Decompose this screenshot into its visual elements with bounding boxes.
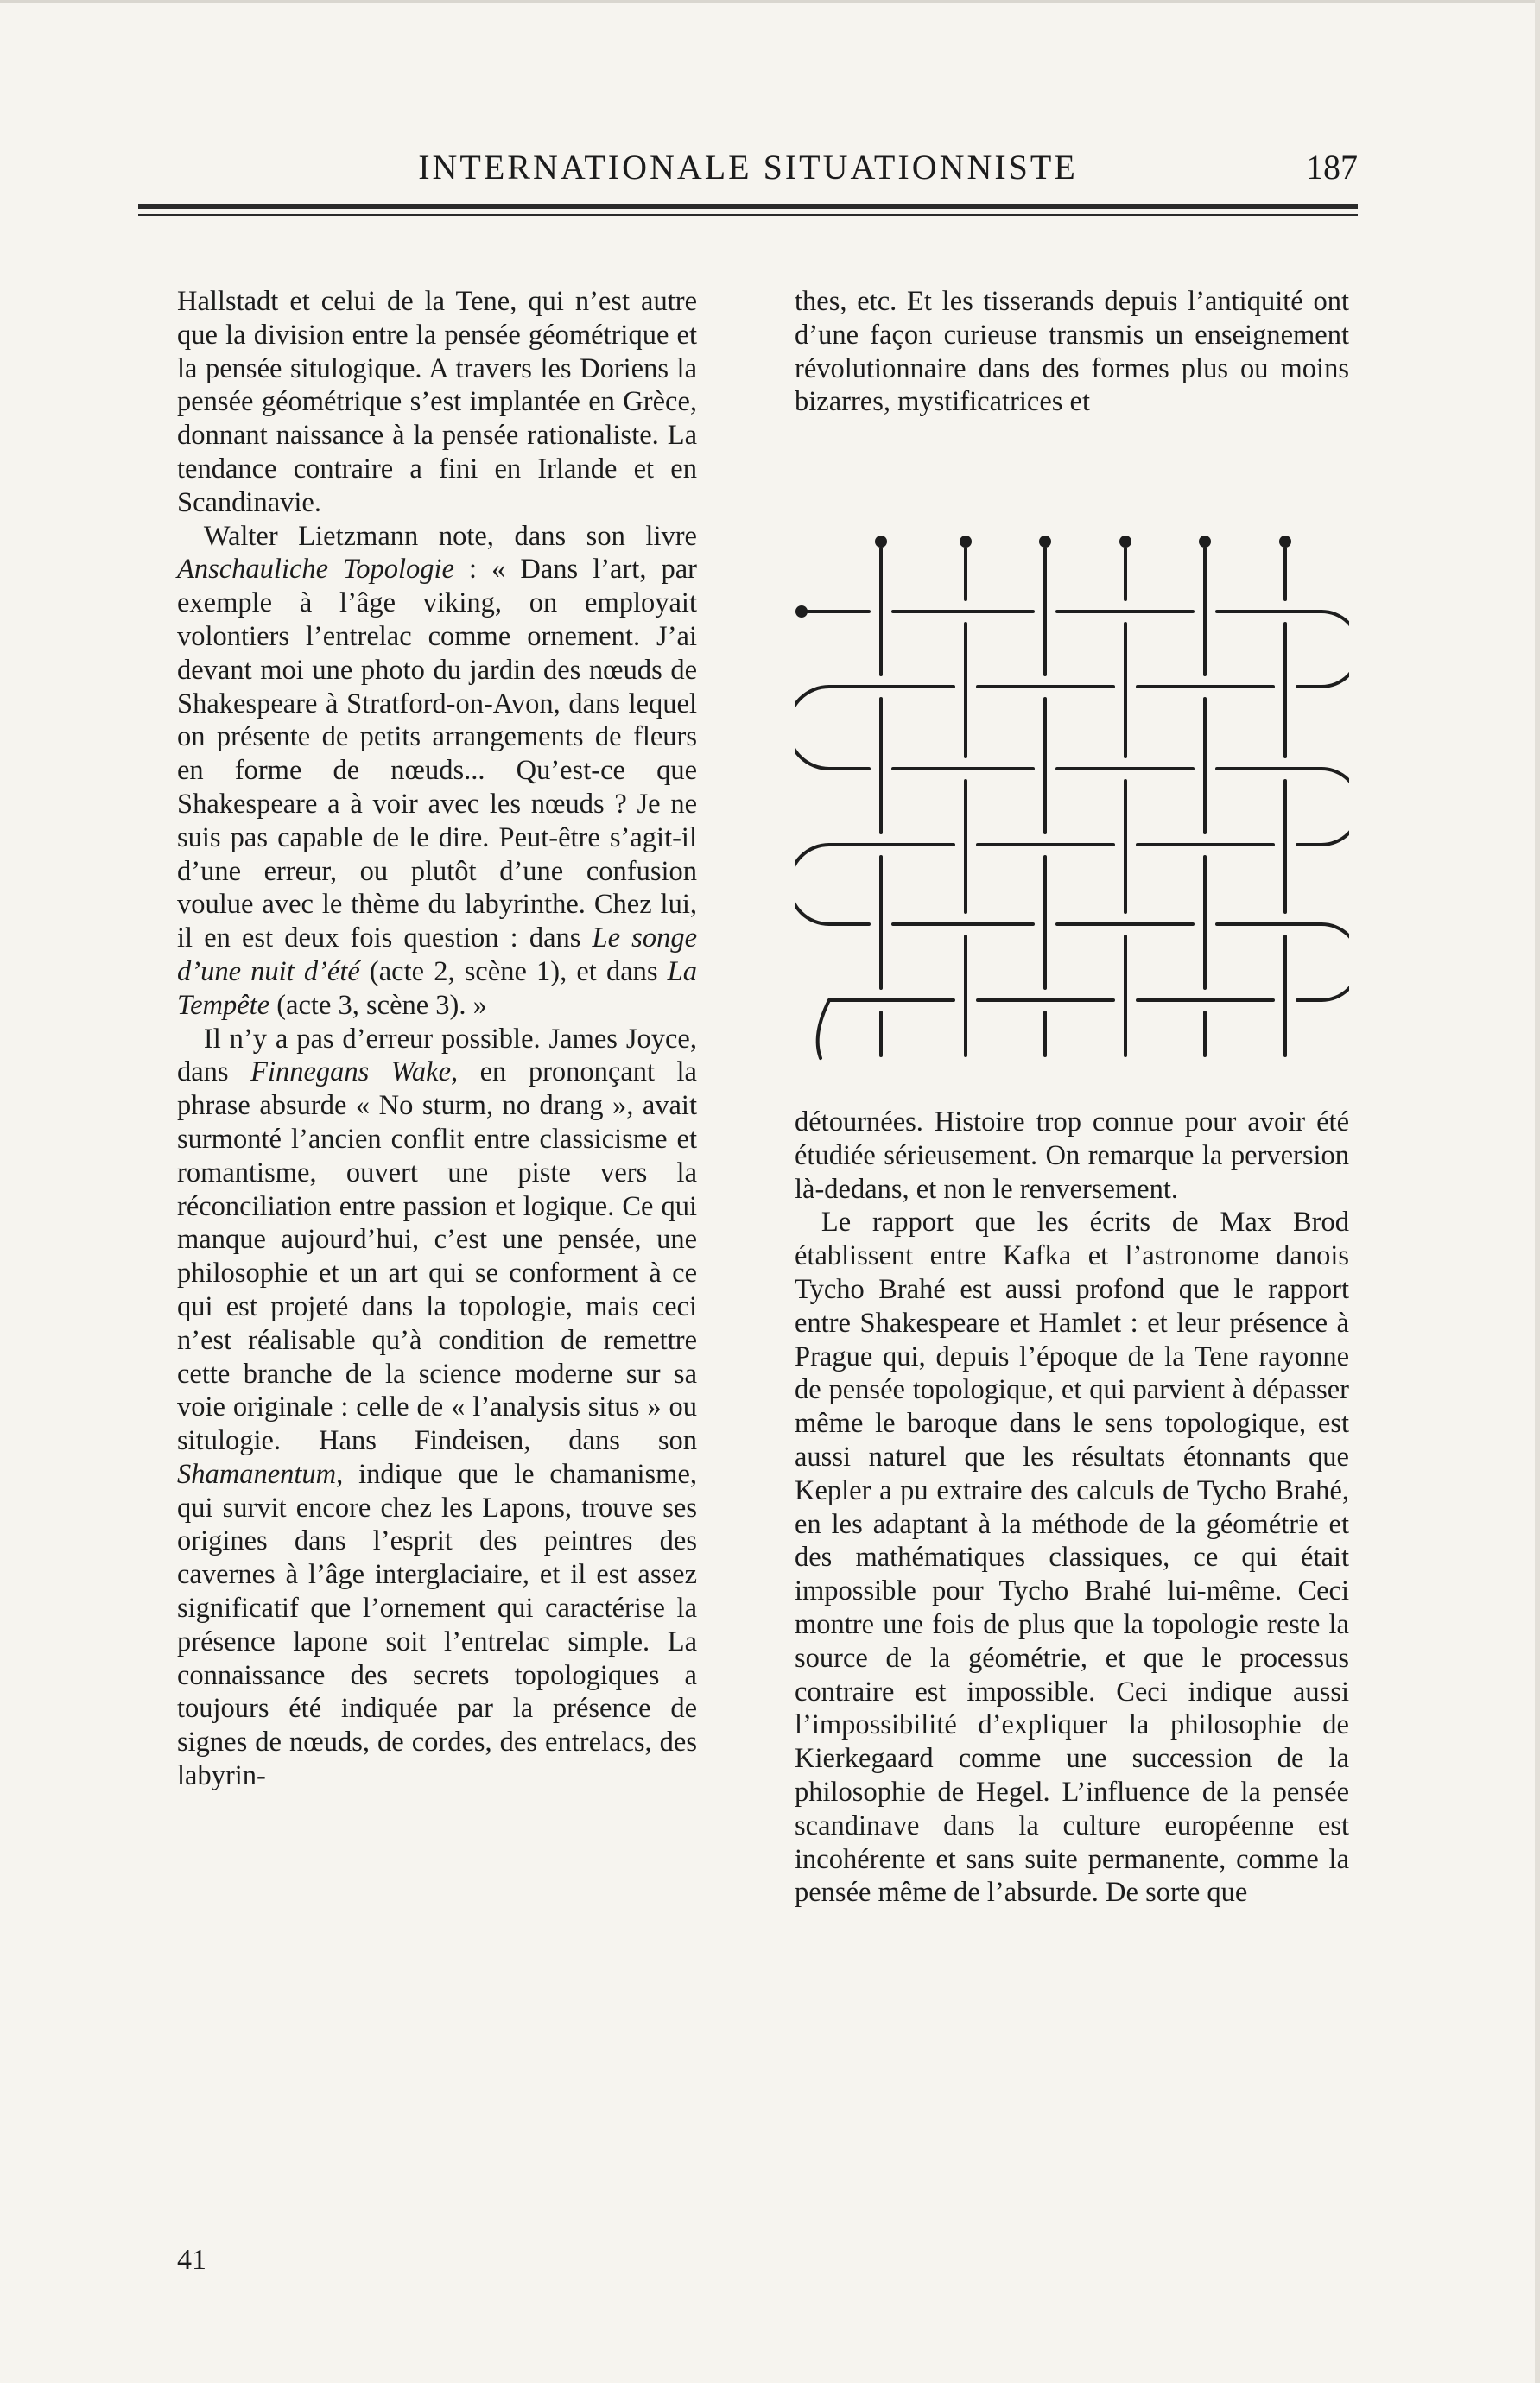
thread-knob (1199, 536, 1211, 548)
loop-right (1321, 769, 1349, 845)
thread-tail (818, 1000, 829, 1058)
page-top-edge (0, 0, 1540, 3)
woven-interlace-icon (795, 510, 1349, 1062)
paragraph-text: Walter Lietzmann note, dans son livre (203, 520, 697, 552)
header-rule-thin (138, 214, 1358, 216)
paragraph-text: , en prononçant la phrase absurde « No sturm, no drang », avait surmonté l’ancien conflit entre classicisme et romantisme, ouvert une piste vers la réconciliation entre passion et logique. Ce qui manque aujourd’hui, c’est une pensée, une philosophie et un art qui se conforment à ce qui est projeté dans la topologie, mais ceci n’est réalisable qu’à condition de remettre cette branche de la science moderne sur sa voie originale : celle de « l’analysis situs » ou situlogie. Hans Findeisen, dans son (177, 1056, 697, 1457)
paragraph-text: , indique que le chamanisme, qui survit encore chez les Lapons, trouve ses origines dans l’esprit des peintres des cavernes à l’âge interglaciaire, et il est assez significatif que l’ornement qui caractérise la présence lapone soit l’entrelac simple. La connaissance des secrets topologiques a toujours été indiquée par la présence de signes de nœuds, de cordes, des entrelacs, des labyrin- (177, 1458, 697, 1792)
signature-number: 41 (177, 2244, 206, 2276)
thread-knob (875, 536, 887, 548)
play-title: La Tempête (177, 955, 697, 1021)
loop-right (1321, 924, 1349, 1000)
paragraph-text: (acte 2, scène 1), et dans (359, 955, 668, 987)
thread-knob (1039, 536, 1051, 548)
paragraph-text: détournées. Histoire trop connue pour avoir été étudiée sérieusement. On remarque la perversion là-dedans, et non le renversement. (795, 1106, 1349, 1205)
book-title: Anschauliche Topologie (177, 554, 454, 586)
header-rule-thick (138, 204, 1358, 209)
loop-left (795, 687, 829, 769)
paragraph (795, 1206, 1349, 1910)
book-title: Finnegans Wake (250, 1056, 451, 1088)
right-column-bottom (795, 1106, 1349, 1910)
paragraph-text: Hallstadt et celui de la Tene, qui n’est autre que la division entre la pensée géométrique et la pensée situlogique. A travers les Doriens la pensée géométrique s’est implantée en Grèce, donnant naissance à la pensée rationaliste. La tendance contraire a fini en Irlande et en Scandinavie. (177, 286, 697, 518)
page-number: 187 (1306, 148, 1358, 187)
paragraph-text: thes, etc. Et les tisserands depuis l’antiquité ont d’une façon curieuse transmis un enseignement révolutionnaire dans des formes plus ou moins bizarres, mystificatrices et (795, 286, 1349, 418)
thread-knob (960, 536, 972, 548)
right-column-top (795, 285, 1349, 419)
play-title: Le songe d’une nuit d’été (177, 922, 697, 987)
loop-left (795, 845, 829, 924)
paragraph-text: : « Dans l’art, par exemple à l’âge viking, on employait volontiers l’entrelac comme ornement. J’ai devant moi une photo du jardin des nœuds de Shakespeare à Stratford-on-Avon, dans lequel on présente de petits arrangements de fleurs en forme de nœuds... Qu’est-ce que Shakespeare a à voir avec les nœuds ? Je ne suis pas capable de le dire. Peut-être s’agit-il d’une erreur, ou plutôt d’une confusion voulue avec le thème du labyrinthe. Chez lui, il en est deux fois question : dans (177, 554, 697, 954)
running-header (138, 147, 1358, 199)
paragraph (177, 1023, 697, 1793)
thread-knob (1119, 536, 1131, 548)
paragraph-text: Il n’y a pas d’erreur possible. James Joyce, dans (177, 1023, 697, 1088)
loop-right (1321, 612, 1349, 687)
paragraph (795, 285, 1349, 419)
book-title: Shamanentum (177, 1458, 337, 1490)
left-column (177, 285, 697, 1793)
journal-title: INTERNATIONALE SITUATIONNISTE (418, 148, 1078, 187)
paragraph (177, 285, 697, 520)
page-right-edge (1535, 0, 1540, 2383)
thread-knob (1279, 536, 1291, 548)
paragraph-text: Le rapport que les écrits de Max Brod établissent entre Kafka et l’astronome danois Tycho Brahé est aussi profond que le rapport entre Shakespeare et Hamlet : et leur présence à Prague qui, depuis l’époque de la Tene rayonne de pensée topologique, et qui parvient à dépasser même le baroque dans le sens topologique, est aussi naturel que les résultats étonnants que Kepler a pu extraire des calculs de Tycho Brahé, en les adaptant à la méthode de la géométrie et des mathématiques classiques, ce qui était impossible pour Tycho Brahé lui-même. Ceci montre une fois de plus que la topologie reste la source de la géométrie, et que le processus contraire est impossible. Ceci indique aussi l’impossibilité d’expliquer la philosophie de Kierkegaard comme une succession de la philosophie de Hegel. L’influence de la pensée scandinave dans la culture européenne est incohérente et sans suite permanente, comme la pensée même de l’absurde. De sorte que (795, 1207, 1349, 1909)
paragraph (795, 1106, 1349, 1206)
paragraph-text: (acte 3, scène 3). » (269, 989, 487, 1021)
paragraph (177, 520, 697, 1023)
